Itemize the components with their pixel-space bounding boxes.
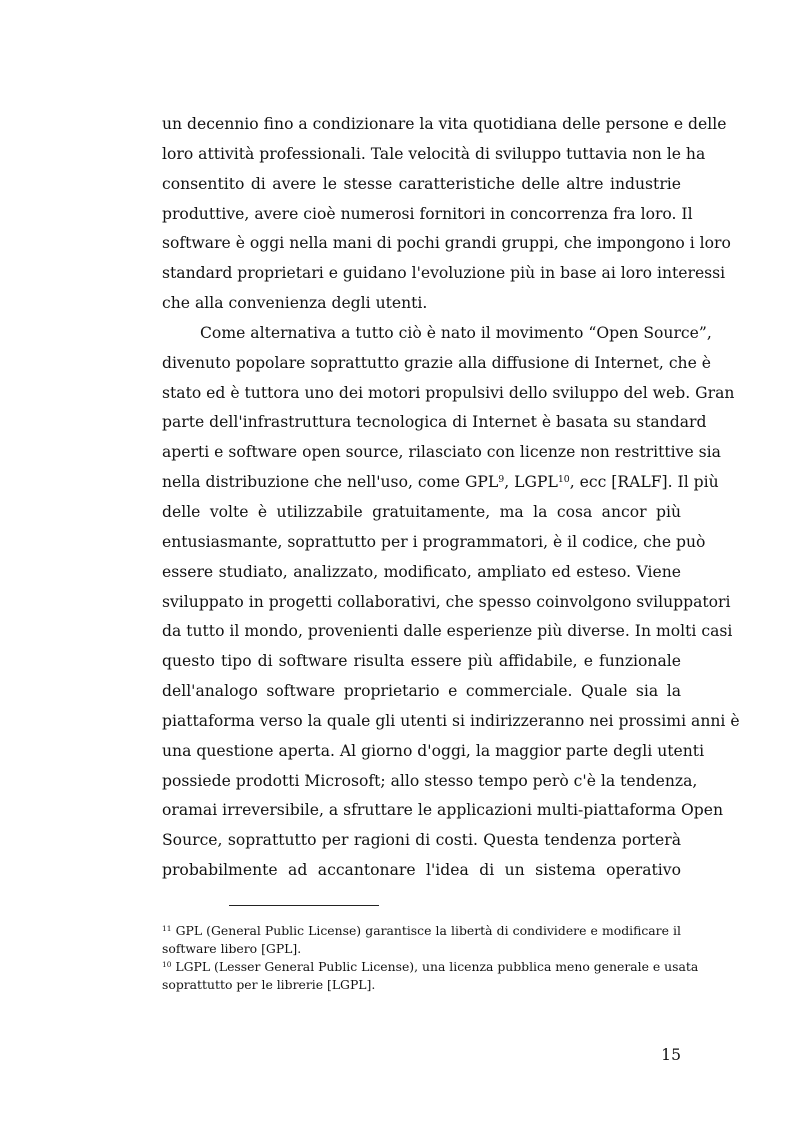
text-line: una questione aperta. Al giorno d'oggi, la maggior parte degli utenti	[162, 741, 705, 760]
text-line: dell'analogo software proprietario e commerciale. Quale sia la	[162, 682, 681, 701]
text-line: possiede prodotti Microsoft; allo stesso tempo però c'è la tendenza,	[162, 771, 698, 790]
text-line: stato ed è tuttora uno dei motori propulsivi dello sviluppo del web. Gran	[162, 383, 735, 402]
text-line: essere studiato, analizzato, modificato, ampliato ed esteso. Viene	[162, 562, 681, 581]
text-line: loro attività professionali. Tale velocità di sviluppo tuttavia non le ha	[162, 144, 706, 163]
text-line-with-footnote-refs	[162, 468, 719, 498]
text-line: probabilmente ad accantonare l'idea di un sistema operativo	[162, 861, 681, 880]
footnote	[162, 922, 681, 958]
text-line: che alla convenienza degli utenti.	[162, 294, 428, 313]
page-number: 15	[661, 1046, 681, 1064]
footnote	[162, 958, 699, 994]
footnote-marker: 10	[162, 959, 172, 969]
footnote-reference: 10	[557, 473, 570, 485]
paragraph-2	[162, 319, 740, 886]
footnote-text: GPL (General Public License) garantisce la libertà di condividere e modificare il	[175, 923, 681, 938]
text-line: software è oggi nella mani di pochi grandi gruppi, che impongono i loro	[162, 234, 731, 253]
text-line: divenuto popolare soprattutto grazie alla diffusione di Internet, che è	[162, 353, 712, 372]
footnote-line	[162, 922, 681, 940]
text-line: un decennio fino a condizionare la vita quotidiana delle persone e delle	[162, 115, 727, 133]
footnote-reference: 9	[498, 473, 505, 485]
text-line: entusiasmante, soprattutto per i programmatori, è il codice, che può	[162, 532, 706, 551]
text-line: questo tipo di software risulta essere più affidabile, e funzionale	[162, 652, 681, 671]
footnotes	[162, 922, 699, 994]
text-line: parte dell'infrastruttura tecnologica di Internet è basata su standard	[162, 413, 707, 432]
text-line: Come alternativa a tutto ciò è nato il movimento “Open Source”,	[200, 323, 712, 342]
text-line: Source, soprattutto per ragioni di costi. Questa tendenza porterà	[162, 831, 681, 850]
footnote-separator	[229, 905, 379, 906]
text-line: delle volte è utilizzabile gratuitamente, ma la cosa ancor più	[162, 502, 681, 521]
text-line: aperti e software open source, rilasciato con licenze non restrittive sia	[162, 443, 721, 462]
footnote-text: LGPL (Lesser General Public License), una licenza pubblica meno generale e usata	[175, 959, 699, 974]
text-line: da tutto il mondo, provenienti dalle esperienze più diverse. In molti casi	[162, 622, 733, 641]
text-segment: nella distribuzione che nell'uso, come GPL	[162, 473, 499, 492]
text-segment: , LGPL	[504, 473, 558, 492]
text-line: consentito di avere le stesse caratteristiche delle altre industrie	[162, 174, 681, 193]
footnote-line	[162, 958, 699, 976]
text-segment: , ecc [RALF]. Il più	[569, 473, 719, 492]
footnote-line: software libero [GPL].	[162, 941, 302, 956]
text-line: standard proprietari e guidano l'evoluzione più in base ai loro interessi	[162, 264, 726, 283]
text-line: piattaforma verso la quale gli utenti si indirizzeranno nei prossimi anni è	[162, 711, 740, 730]
text-line: sviluppato in progetti collaborativi, che spesso coinvolgono sviluppatori	[162, 592, 731, 611]
body-text	[162, 110, 740, 886]
footnote-line: soprattutto per le librerie [LGPL].	[162, 977, 376, 992]
footnote-marker: 11	[162, 923, 172, 933]
text-line: oramai irreversibile, a sfruttare le applicazioni multi-piattaforma Open	[162, 801, 724, 820]
text-line: produttive, avere cioè numerosi fornitori in concorrenza fra loro. Il	[162, 204, 693, 223]
paragraph-1	[162, 110, 731, 319]
